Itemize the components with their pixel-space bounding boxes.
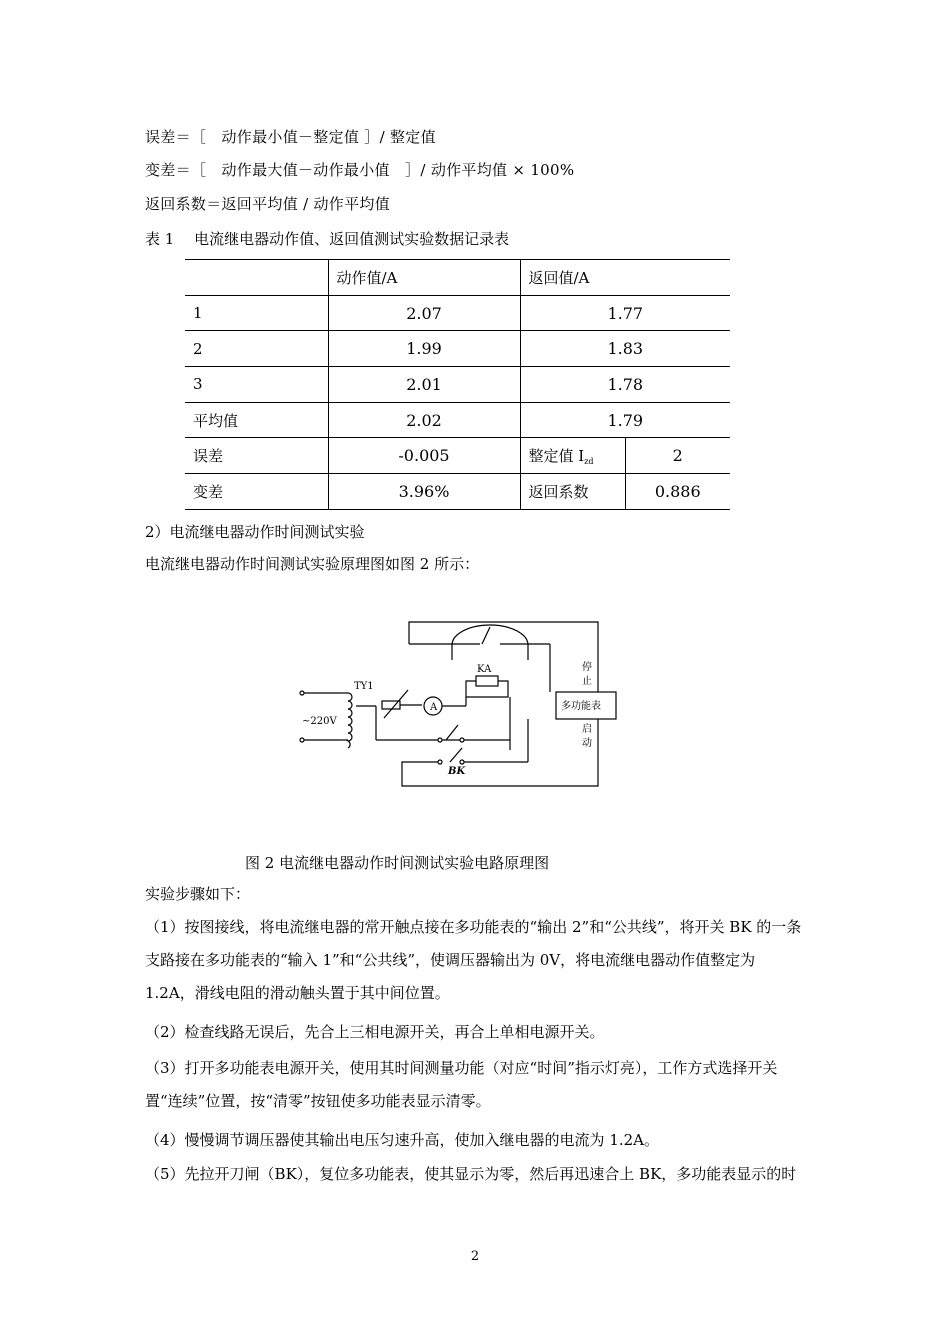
start-label-1: 启	[582, 724, 592, 735]
return-value: 1.78	[520, 367, 730, 403]
ka-label: KA	[477, 664, 492, 675]
row-label: 平均值	[185, 402, 328, 438]
return-value: 1.83	[520, 331, 730, 367]
step-1: （1）按图接线，将电流继电器的常开触点接在多功能表的“输出 2”和“公共线”，将开关 BK 的一条支路接在多功能表的“输入 1”和“公共线”，使调压器输出为 0V，将电流继电器动作值整定为 1.2A，滑线电阻的滑动触头置于其中间位置。	[145, 918, 802, 1002]
error-value: -0.005	[328, 438, 520, 474]
table-row-variance	[185, 474, 730, 510]
section-title: 2）电流继电器动作时间测试实验	[145, 523, 365, 541]
row-label: 1	[185, 295, 328, 331]
return-coef-label: 返回系数	[520, 474, 625, 510]
table-row	[185, 295, 730, 331]
setting-label: 整定值 $I_{zd}$	[520, 438, 625, 474]
table-caption: 表 1 电流继电器动作值、返回值测试实验数据记录表	[145, 230, 510, 248]
row-label: 误差	[185, 438, 328, 474]
table-row-error	[185, 438, 730, 474]
return-value: 1.79	[520, 402, 730, 438]
formula-return-coefficient: 返回系数＝返回平均值 / 动作平均值	[145, 195, 390, 213]
header-cell	[185, 260, 328, 296]
table-row	[185, 402, 730, 438]
action-value: 2.02	[328, 402, 520, 438]
table-row	[185, 367, 730, 403]
row-label: 变差	[185, 474, 328, 510]
action-value: 2.01	[328, 367, 520, 403]
action-value: 2.07	[328, 295, 520, 331]
data-table	[185, 259, 730, 510]
circuit-diagram	[290, 612, 620, 797]
step-2: （2）检查线路无误后，先合上三相电源开关，再合上单相电源开关。	[145, 1023, 605, 1041]
ammeter-label: A	[430, 702, 438, 713]
header-cell: 动作值/A	[328, 260, 520, 296]
table-header-row	[185, 260, 730, 296]
page-number: 2	[470, 1249, 480, 1264]
step-5: （5）先拉开刀闸（BK），复位多功能表，使其显示为零，然后再迅速合上 BK，多功能表显示的时	[145, 1165, 797, 1183]
return-coef-value: 0.886	[625, 474, 730, 510]
row-label: 2	[185, 331, 328, 367]
variance-value: 3.96%	[328, 474, 520, 510]
steps-title: 实验步骤如下：	[145, 885, 251, 903]
figure-caption: 图 2 电流继电器动作时间测试实验电路原理图	[245, 854, 550, 872]
step-3: （3）打开多功能表电源开关，使用其时间测量功能（对应“时间”指示灯亮），工作方式选择开关置“连续”位置，按“清零”按钮使多功能表显示清零。	[145, 1059, 778, 1110]
ty1-label: TY1	[354, 681, 374, 692]
bk-label: BK	[448, 766, 466, 777]
formula-error: 误差＝［ 动作最小值－整定值 ］/ 整定值	[145, 128, 436, 146]
row-label: 3	[185, 367, 328, 403]
formula-variance: 变差＝［ 动作最大值－动作最小值 ］/ 动作平均值 × 100%	[145, 161, 575, 179]
voltage-label: ~220V	[302, 716, 337, 727]
step-4: （4）慢慢调节调压器使其输出电压匀速升高，使加入继电器的电流为 1.2A。	[145, 1131, 660, 1149]
table-row	[185, 331, 730, 367]
return-value: 1.77	[520, 295, 730, 331]
stop-label-1: 停	[582, 662, 592, 673]
action-value: 1.99	[328, 331, 520, 367]
start-label-2: 动	[582, 738, 592, 749]
setting-value: 2	[625, 438, 730, 474]
section-intro: 电流继电器动作时间测试实验原理图如图 2 所示：	[145, 555, 480, 573]
stop-label-2: 止	[582, 676, 592, 687]
meter-label: 多功能表	[561, 701, 601, 712]
header-cell: 返回值/A	[520, 260, 730, 296]
